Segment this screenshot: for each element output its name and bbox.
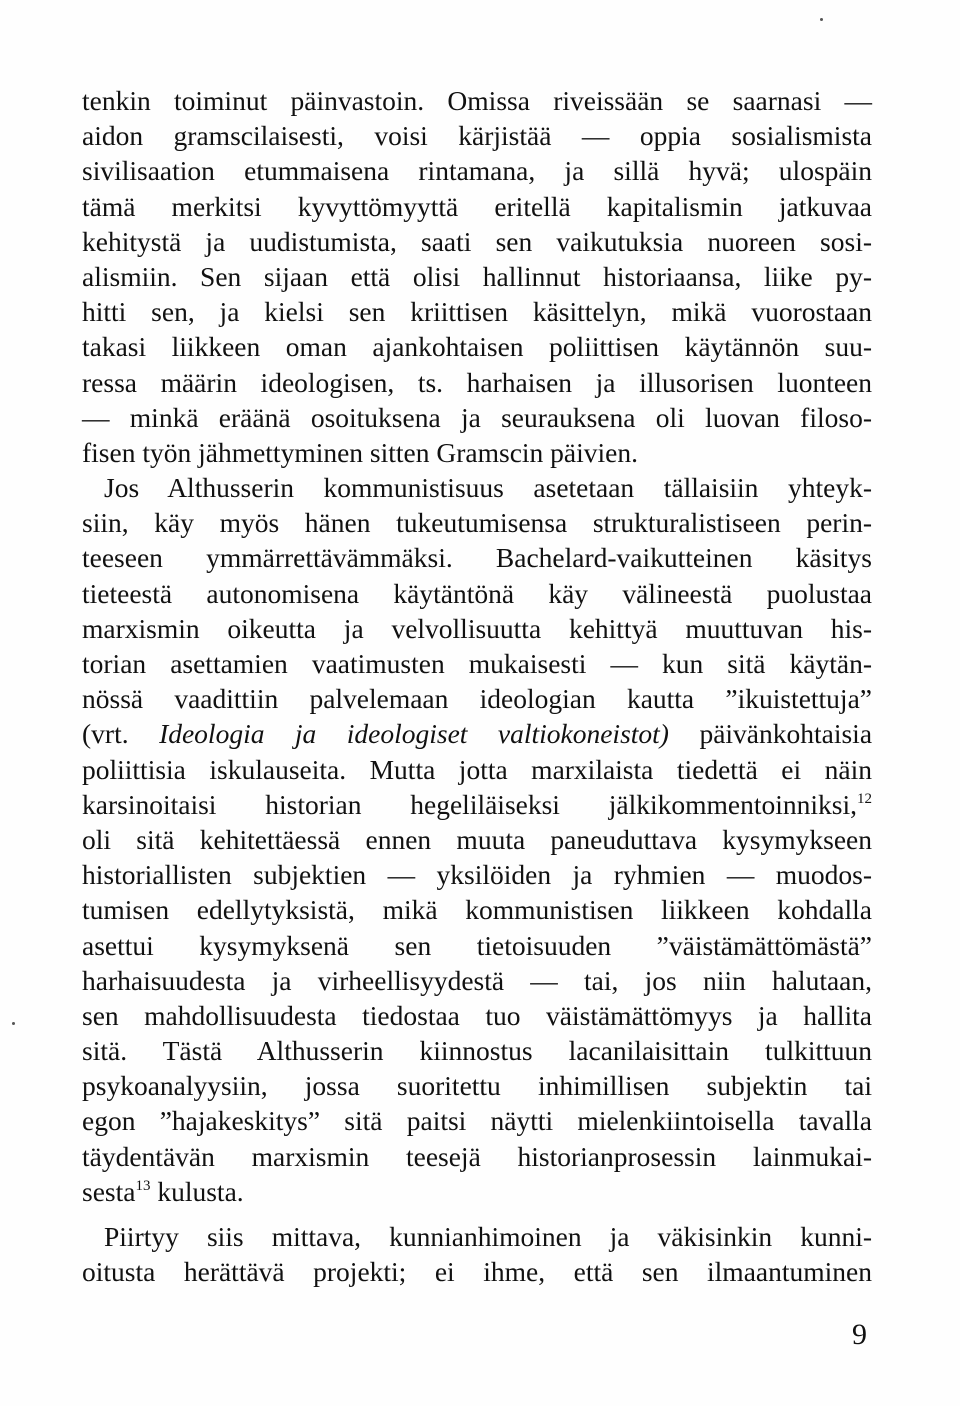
text-fragment: kulusta.: [157, 1175, 244, 1207]
text-line-with-footnote: [82, 787, 872, 822]
text-line-with-footnote: [82, 1174, 872, 1209]
text-line: sen mahdollisuudesta tiedostaa tuo väistämättömyys ja hallita: [82, 999, 872, 1031]
text-line: torian asettamien vaatimusten mukaisesti — kun sitä käytän-: [82, 648, 872, 679]
text-line-with-title: [82, 716, 872, 751]
paragraph-gap: [82, 1209, 872, 1219]
text-line: poliittisia iskulauseita. Mutta jotta marxilaista tiedettä ei näin: [82, 753, 872, 785]
text-line: hitti sen, ja kielsi sen kriittisen käsittelyn, mikä vuorostaan: [82, 296, 872, 328]
footnote-marker-12: 12: [857, 790, 872, 807]
footnote-marker-13: 13: [135, 1177, 151, 1194]
italic-book-title: Ideologia ja ideologiset valtiokoneistot): [159, 718, 669, 750]
text-line: siin, käy myös hänen tukeutumisensa strukturalistiseen perin-: [82, 507, 872, 539]
vrt-prefix: (vrt.: [82, 718, 129, 750]
text-line: harhaisuudesta ja virheellisyydestä — tai, jos niin halutaan,: [82, 964, 872, 996]
text-line: tenkin toiminut päinvastoin. Omissa riveissään se saarnasi —: [82, 85, 872, 116]
text-line: oitusta herättävä projekti; ei ihme, että sen ilmaantuminen: [82, 1256, 872, 1288]
text-line: alismiin. Sen sijaan että olisi hallinnut historiaansa, liike py-: [82, 260, 872, 292]
text-line: sitä. Tästä Althusserin kiinnostus lacanilaisittain tulkittuun: [82, 1035, 872, 1067]
text-fragment: karsinoitaisi historian hegeliläiseksi jälkikommentoinniksi,: [82, 788, 857, 820]
text-fragment: sesta: [82, 1175, 136, 1207]
text-line: ressa määrin ideologisen, ts. harhaisen ja illusorisen luonteen: [82, 366, 872, 398]
text-line: tumisen edellytyksistä, mikä kommunistisen liikkeen kohdalla: [82, 894, 872, 926]
scan-speck: [12, 1022, 15, 1025]
text-line: sivilisaation etummaisena rintamana, ja sillä hyvä; ulospäin: [82, 155, 872, 187]
text-line: oli sitä kehitettäessä ennen muuta paneuduttava kysymykseen: [82, 823, 872, 855]
text-line: täydentävän marxismin teesejä historianprosessin lainmukai-: [82, 1140, 872, 1172]
text-line: nössä vaadittiin palvelemaan ideologian kautta ”ikuistettuja”: [82, 683, 872, 715]
text-line: — minkä eräänä osoituksena ja seurauksena oli luovan filoso-: [82, 401, 872, 433]
text-line: historiallisten subjektien — yksilöiden ja ryhmien — muodos-: [82, 859, 872, 891]
text-line: asettui kysymyksenä sen tietoisuuden ”väistämättömästä”: [82, 929, 872, 961]
text-line: takasi liikkeen oman ajankohtaisen poliittisen käytännön suu-: [82, 331, 872, 363]
text-fragment: päivänkohtaisia: [699, 718, 873, 750]
page-number: 9: [852, 1318, 867, 1351]
paragraph-start-line: Piirtyy siis mittava, kunnianhimoinen ja väkisinkin kunni-: [104, 1221, 872, 1252]
text-line: egon ”hajakeskitys” sitä paitsi näytti mielenkiintoisella tavalla: [82, 1105, 872, 1137]
text-line: aidon gramscilaisesti, voisi kärjistää — oppia sosialismista: [82, 120, 872, 152]
text-line: tieteestä autonomisena käytäntönä käy välineestä puolustaa: [82, 577, 872, 609]
text-line: kehitystä ja uudistumista, saati sen vaikutuksia nuoreen sosi-: [82, 225, 872, 257]
paragraph-start-line: Jos Althusserin kommunistisuus asetetaan tällaisiin yhteyk-: [104, 472, 872, 504]
text-line: teeseen ymmärrettävämmäksi. Bachelard-vaikutteinen käsitys: [82, 542, 872, 574]
text-line: marxismin oikeutta ja velvollisuutta kehittyä muuttuvan his-: [82, 612, 872, 644]
text-line: tämä merkitsi kyvyttömyyttä eritellä kapitalismin jatkuvaa: [82, 190, 872, 222]
body-text: [82, 83, 872, 1289]
text-line: psykoanalyysiin, jossa suoritettu inhimillisen subjektin tai: [82, 1070, 872, 1102]
scan-speck: [820, 18, 823, 21]
text-line: fisen työn jähmettyminen sitten Gramscin päivien.: [82, 436, 638, 468]
